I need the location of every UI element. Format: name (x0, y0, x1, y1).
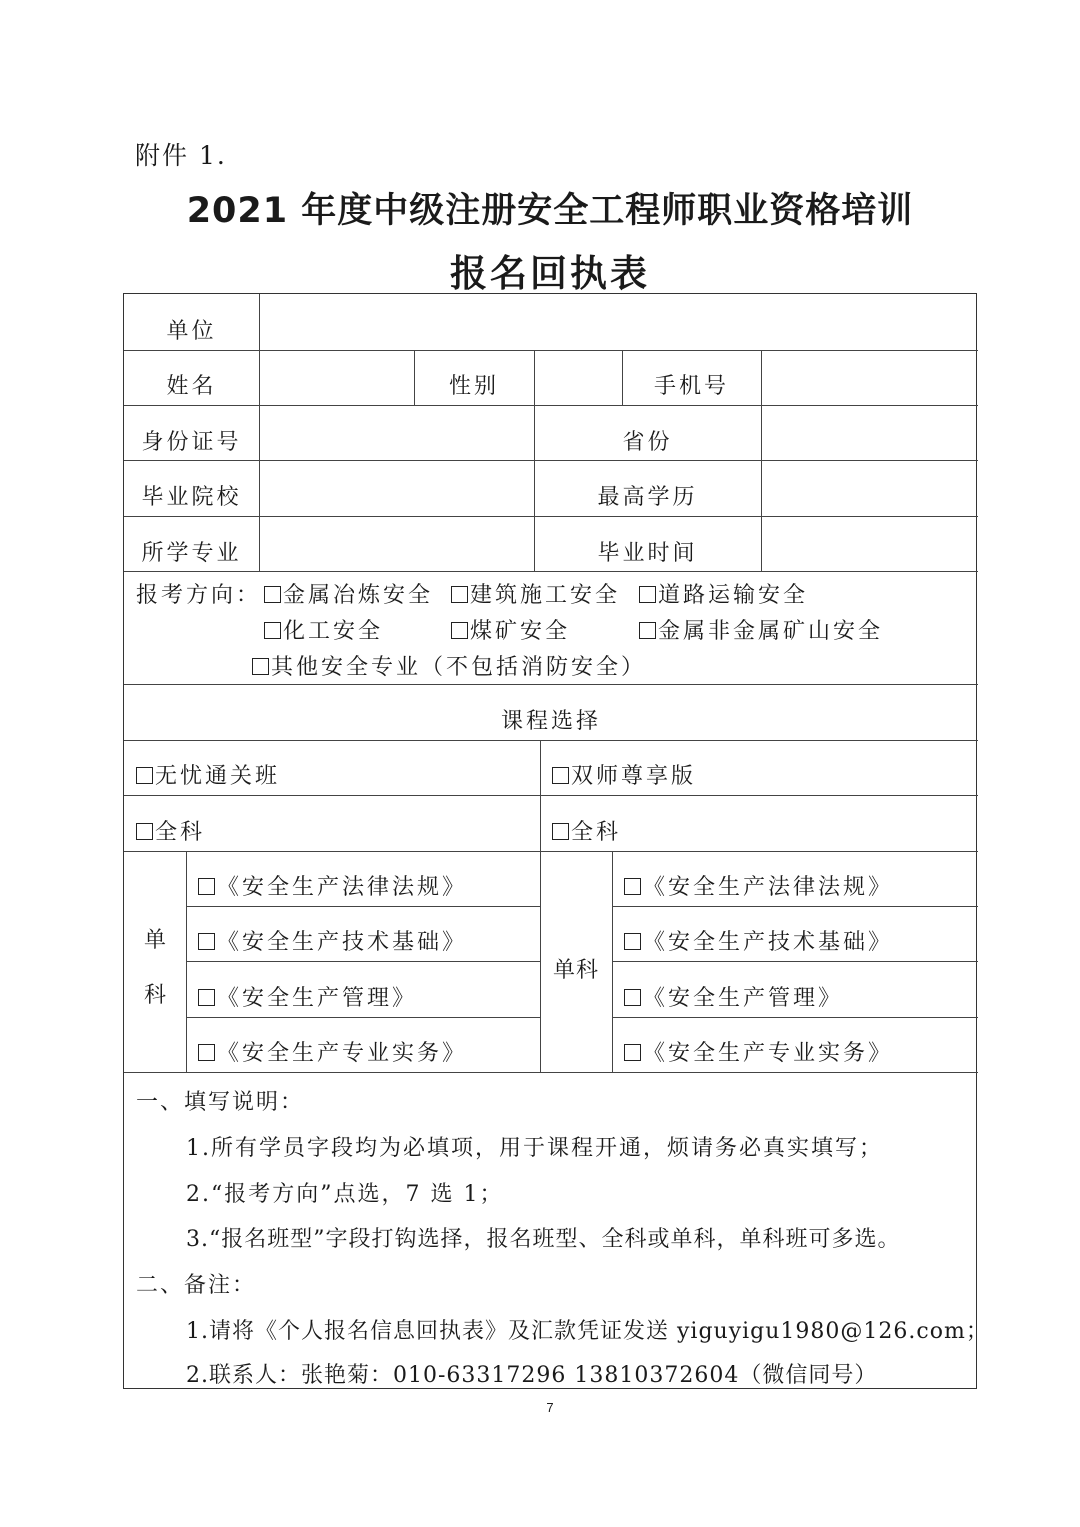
education-label: 最高学历 (597, 485, 698, 510)
form-title: 2021 年度中级注册安全工程师职业资格培训 (186, 191, 914, 231)
subject-option[interactable]: 《安全生产管理》 (198, 981, 417, 1012)
checkbox-icon[interactable] (451, 622, 468, 639)
fill-instructions-heading: 一、填写说明： (136, 1090, 305, 1115)
subject-option[interactable]: 《安全生产管理》 (624, 981, 843, 1012)
direction-option[interactable]: 建筑施工安全 (451, 578, 620, 609)
checkbox-icon[interactable] (624, 878, 641, 895)
remark-item: 2.联系人：张艳菊：010-63317296 13810372604（微信同号） (186, 1363, 878, 1388)
direction-option[interactable]: 金属冶炼安全 (264, 578, 433, 609)
checkbox-icon[interactable] (624, 1044, 641, 1061)
unit-label: 单位 (166, 319, 217, 344)
fill-instruction-item: 2.“报考方向”点选，7 选 1； (186, 1182, 504, 1207)
remarks-heading: 二、备注： (136, 1273, 257, 1298)
remark-item: 1.请将《个人报名信息回执表》及汇款凭证发送 yiguyigu1980@126.com； (186, 1319, 989, 1344)
checkbox-icon[interactable] (136, 767, 153, 784)
direction-label: 报考方向： (136, 583, 262, 608)
direction-option[interactable]: 化工安全 (264, 614, 383, 645)
page-number: 7 (546, 1400, 554, 1415)
single-subject-label-left: 单 科 (143, 928, 166, 1008)
checkbox-icon[interactable] (252, 658, 269, 675)
direction-option[interactable]: 金属非金属矿山安全 (639, 614, 883, 645)
province-label: 省份 (622, 430, 673, 455)
checkbox-icon[interactable] (264, 586, 281, 603)
direction-option[interactable]: 道路运输安全 (639, 578, 808, 609)
subject-option[interactable]: 《安全生产法律法规》 (624, 870, 893, 901)
fill-instruction-item: 3.“报名班型”字段打钩选择，报名班型、全科或单科，单科班可多选。 (186, 1227, 901, 1252)
subject-option[interactable]: 《安全生产法律法规》 (198, 870, 467, 901)
direction-option[interactable]: 其他安全专业（不包括消防安全） (252, 650, 646, 681)
full-subject-left[interactable]: 全科 (136, 815, 205, 846)
checkbox-icon[interactable] (552, 823, 569, 840)
checkbox-icon[interactable] (198, 878, 215, 895)
graduation-time-label: 毕业时间 (597, 541, 698, 566)
checkbox-icon[interactable] (198, 989, 215, 1006)
form-subtitle: 报名回执表 (450, 252, 650, 295)
direction-option[interactable]: 煤矿安全 (451, 614, 570, 645)
subject-option[interactable]: 《安全生产技术基础》 (624, 925, 893, 956)
class-option-right[interactable]: 双师尊享版 (552, 759, 696, 790)
checkbox-icon[interactable] (639, 622, 656, 639)
major-label: 所学专业 (141, 541, 242, 566)
checkbox-icon[interactable] (198, 933, 215, 950)
subject-option[interactable]: 《安全生产技术基础》 (198, 925, 467, 956)
checkbox-icon[interactable] (198, 1044, 215, 1061)
checkbox-icon[interactable] (624, 989, 641, 1006)
phone-label: 手机号 (653, 374, 729, 399)
subject-option[interactable]: 《安全生产专业实务》 (624, 1036, 893, 1067)
registration-form (123, 293, 989, 1389)
class-option-left[interactable]: 无忧通关班 (136, 759, 280, 790)
gender-label: 性别 (448, 374, 499, 399)
name-label: 姓名 (166, 374, 217, 399)
checkbox-icon[interactable] (639, 586, 656, 603)
school-label: 毕业院校 (141, 485, 242, 510)
checkbox-icon[interactable] (136, 823, 153, 840)
full-subject-right[interactable]: 全科 (552, 815, 621, 846)
checkbox-icon[interactable] (451, 586, 468, 603)
subject-option[interactable]: 《安全生产专业实务》 (198, 1036, 467, 1067)
single-subject-label-right: 单科 (552, 958, 599, 983)
fill-instruction-item: 1.所有学员字段均为必填项，用于课程开通，烦请务必真实填写； (186, 1136, 883, 1161)
checkbox-icon[interactable] (264, 622, 281, 639)
checkbox-icon[interactable] (624, 933, 641, 950)
id-number-label: 身份证号 (141, 430, 242, 455)
annex-label: 附件 1. (135, 141, 227, 170)
course-selection-header: 课程选择 (500, 709, 601, 734)
checkbox-icon[interactable] (552, 767, 569, 784)
